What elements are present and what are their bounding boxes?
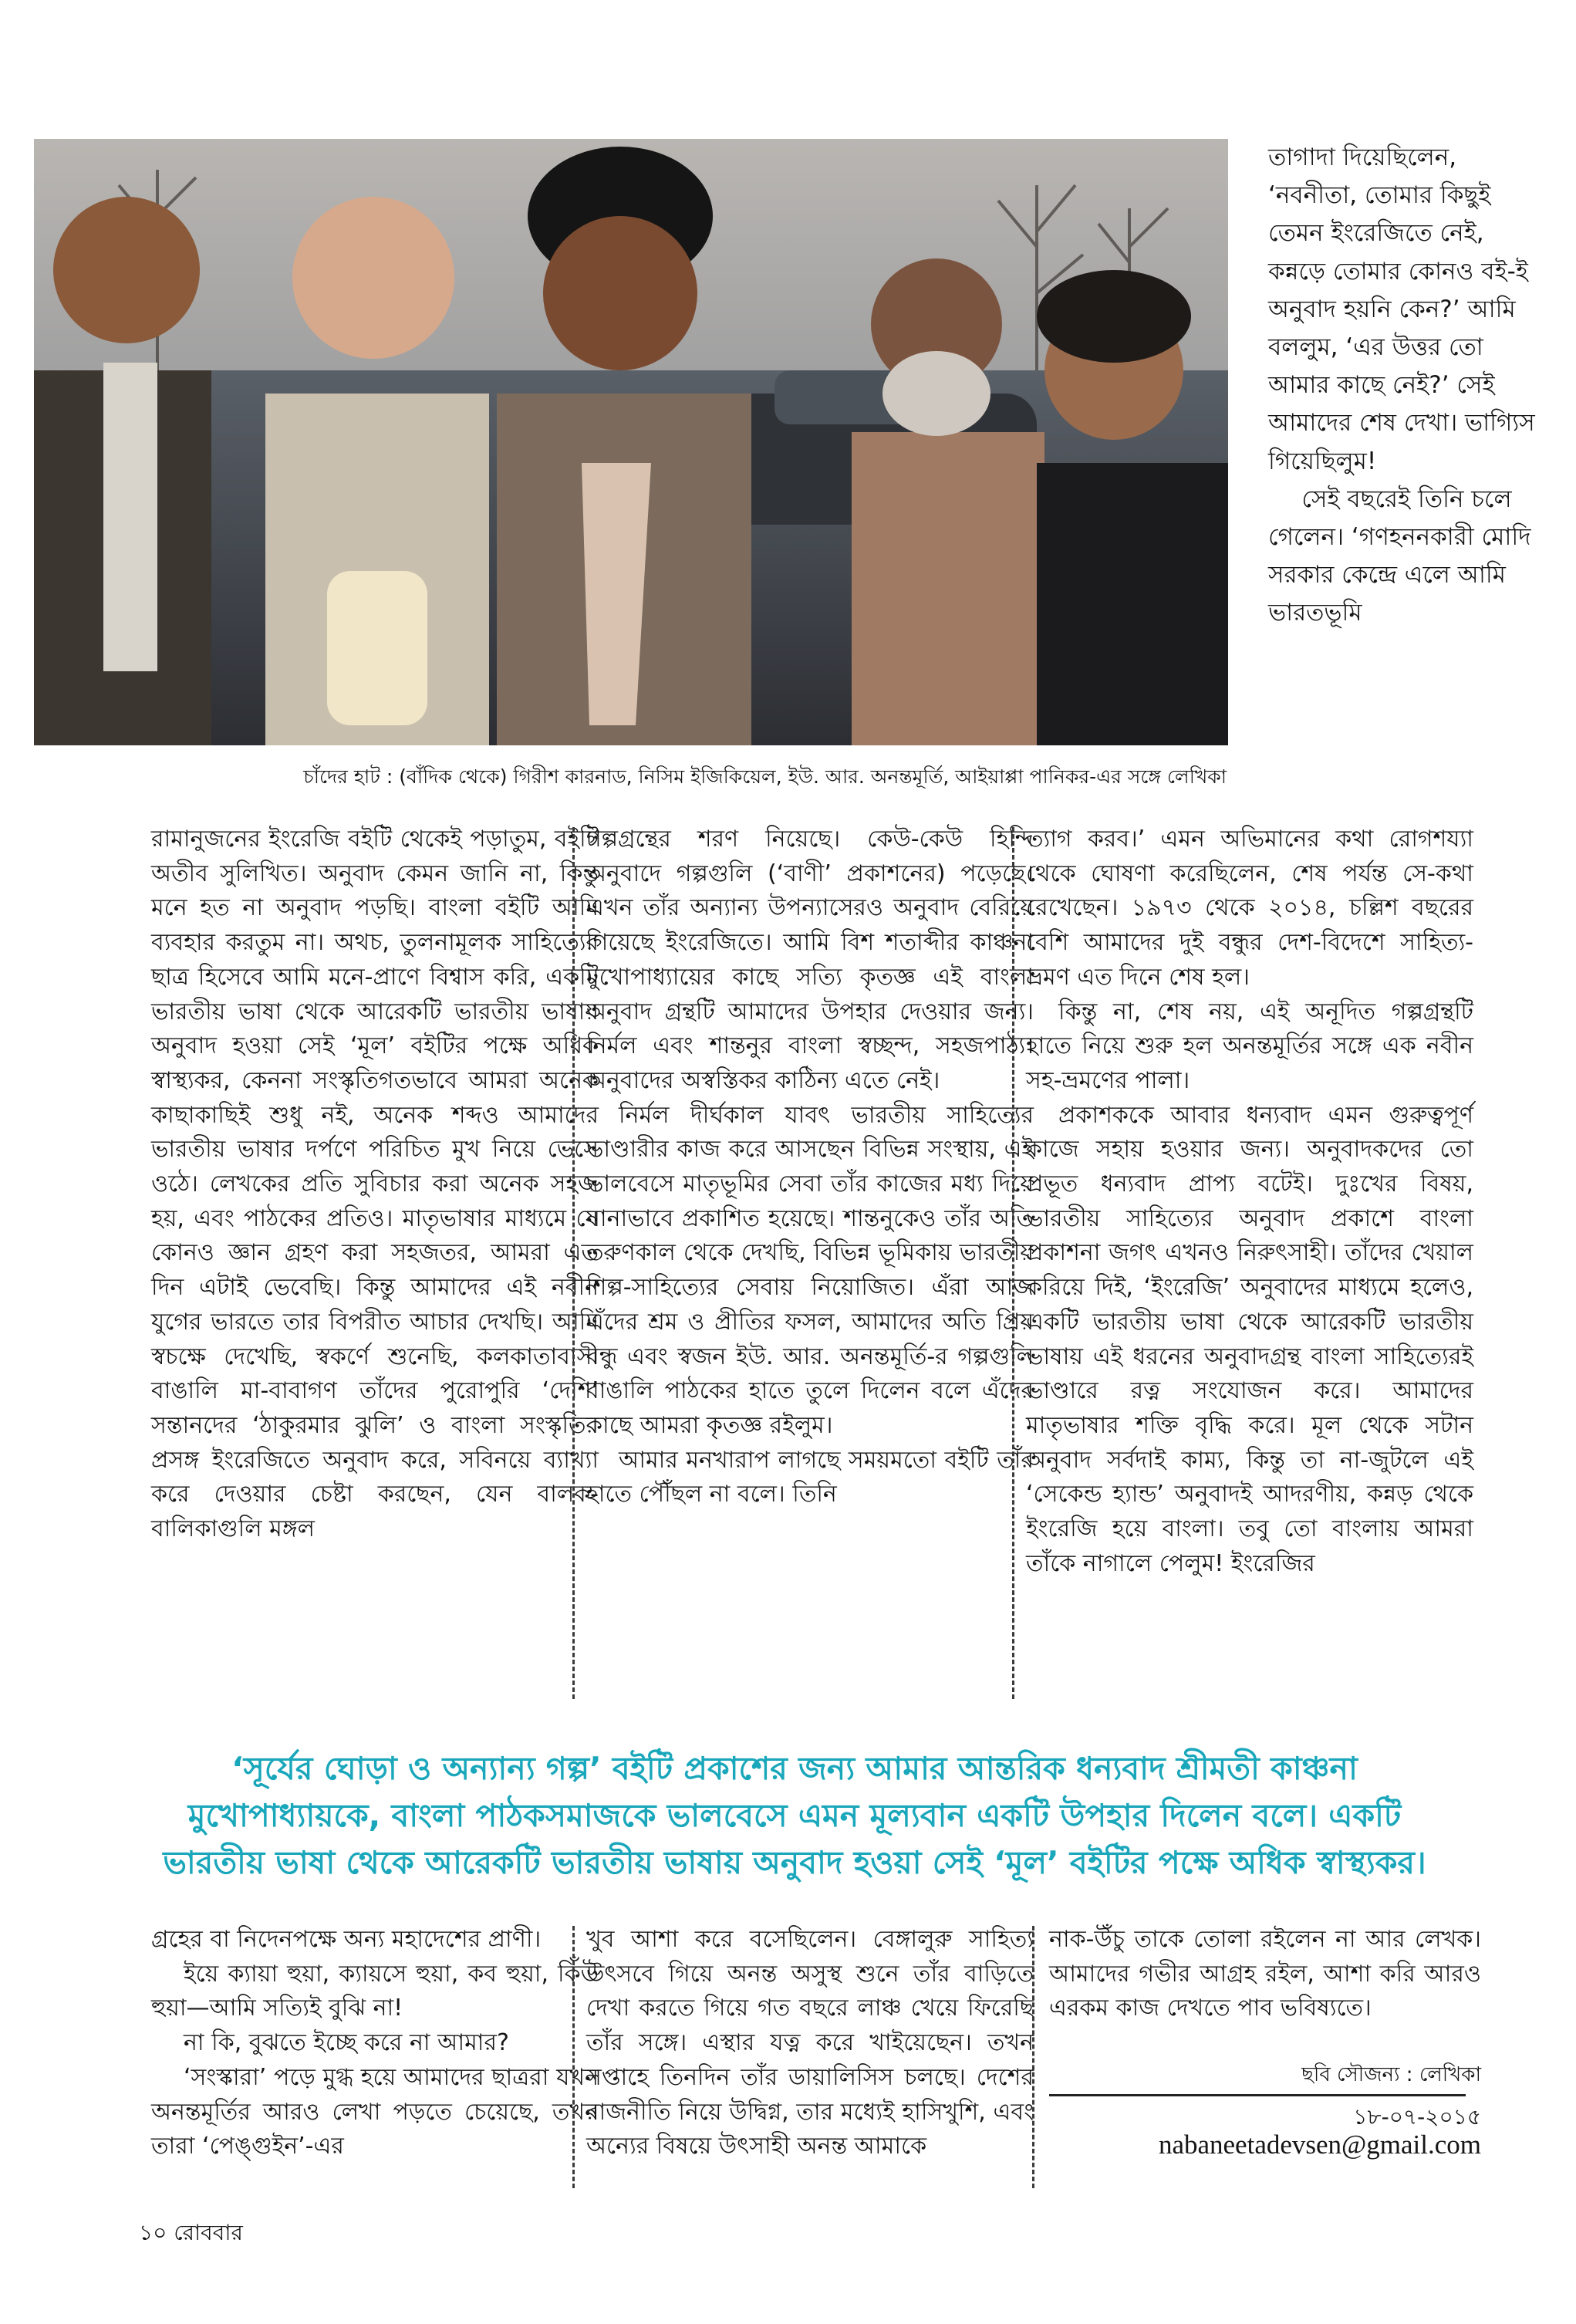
side-column <box>1268 139 1538 633</box>
bottom-column-1 <box>151 1923 599 2164</box>
body-paragraph: রামানুজনের ইংরেজি বইটি থেকেই পড়াতুম, বইটি অতীব সুলিখিত। অনুবাদ কেমন জানি না, কিন্তু মনে হত না অনুবাদ পড়ছি। বাংলা বইটি আমি ব্যবহার করতুম না। অথচ, তুলনামূলক সাহিত্যের ছাত্র হিসেবে আমি মনে-প্রাণে বিশ্বাস করি, একটি ভারতীয় ভাষা থেকে আরেকটি ভারতীয় ভাষায় অনুবাদ হওয়া সেই ‘মূল’ বইটির পক্ষে অধিক স্বাস্থ্যকর, কেননা সংস্কৃতিগতভাবে আমরা অনেক কাছাকাছিই শুধু নই, অনেক শব্দও আমাদের ভারতীয় ভাষার দর্পণে পরিচিত মুখ নিয়ে ভেসে ওঠে। লেখকের প্রতি সুবিচার করা অনেক সহজ হয়, এবং পাঠকের প্রতিও। মাতৃভাষার মাধ্যমে যে কোনও জ্ঞান গ্রহণ করা সহজতর, আমরা এত দিন এটাই ভেবেছি। কিন্তু আমাদের এই নবীন যুগের ভারতে তার বিপরীত আচার দেখছি। আমি স্বচক্ষে দেখেছি, স্বকর্ণে শুনেছি, কলকাতাবাসী বাঙালি মা-বাবাগণ তাঁদের পুরোপুরি ‘দেশি’ সন্তানদের ‘ঠাকুরমার ঝুলি’ ও বাংলা সংস্কৃতির প্রসঙ্গ ইংরেজিতে অনুবাদ করে, সবিনয়ে ব্যাখ্যা করে দেওয়ার চেষ্টা করছেন, যেন বালক-বালিকাগুলি মঙ্গল <box>151 826 599 1543</box>
article-photo <box>34 139 1228 745</box>
column-divider <box>1012 827 1014 1699</box>
body-column-2 <box>586 823 1034 1512</box>
group-photo-image <box>34 139 1228 745</box>
side-paragraph-2: সেই বছরেই তিনি চলে গেলেন। ‘গণহননকারী মোদি সরকার কেন্দ্রে এলে আমি ভারতভূমি <box>1268 485 1531 627</box>
author-email: nabaneetadevsen@gmail.com <box>1158 2130 1481 2160</box>
body-paragraph: নাক-উঁচু তাকে তোলা রইলেন না আর লেখক। আমাদের গভীর আগ্রহ রইল, আশা করি আরও এরকম কাজ দেখতে পাব ভবিষ্যতে। <box>1049 1926 1481 2022</box>
body-paragraph: নির্মল দীর্ঘকাল যাবৎ ভারতীয় সাহিত্যের ভাণ্ডারীর কাজ করে আসছেন বিভিন্ন সংস্থায়, এই ভালবেসে মাতৃভূমির সেবা তাঁর কাজের মধ্য দিয়ে নানাভাবে প্রকাশিত হয়েছে। শান্তনুকেও তাঁর অতি তরুণকাল থেকে দেখছি, বিভিন্ন ভূমিকায় ভারতীয় শিল্প-সাহিত্যের সেবায় নিয়োজিত। এঁরা আজ এঁদের শ্রম ও প্রীতির ফসল, আমাদের অতি প্রিয় বন্ধু এবং স্বজন ইউ. আর. অনন্তমূর্তি-র গল্পগুলি বাঙালি পাঠকের হাতে তুলে দিলেন বলে এঁদের কাছে আমরা কৃতজ্ঞ রইলুম। <box>586 1101 1034 1439</box>
page-footer: ১০ রোববার <box>139 2220 243 2245</box>
body-column-3 <box>1026 823 1473 1581</box>
body-paragraph: না কি, বুঝতে ইচ্ছে করে না আমার? <box>184 2029 509 2057</box>
column-divider <box>572 827 575 1699</box>
body-paragraph: ইয়ে ক্যায়া হুয়া, ক্যায়সে হুয়া, কব হুয়া, কিঁউ হুয়া—আমি সত্যিই বুঝি না! <box>151 1960 599 2022</box>
body-paragraph: খুব আশা করে বসেছিলেন। বেঙ্গালুরু সাহিত্য উৎসবে গিয়ে অনন্ত অসুস্থ শুনে তাঁর বাড়িতে দেখা করতে গিয়ে গত বছরে লাঞ্চ খেয়ে ফিরেছি তাঁর সঙ্গে। এস্থার যত্ন করে খাইয়েছেন। তখন সপ্তাহে তিনদিন তাঁর ডায়ালিসিস চলছে। দেশের রাজনীতি নিয়ে উদ্বিগ্ন, তার মধ্যেই হাসিখুশি, এবং অন্যের বিষয়ে উৎসাহী অনন্ত আমাকে <box>586 1926 1034 2160</box>
side-paragraph-1: তাগাদা দিয়েছিলেন, ‘নবনীতা, তোমার কিছুই তেমন ইংরেজিতে নেই, কন্নড়ে তোমার কোনও বই-ই অনুবাদ হয়নি কেন?’ আমি বললুম, ‘এর উত্তর তো আমার কাছে নেই?’ সেই আমাদের শেষ দেখা। ভাগ্যিস গিয়েছিলুম! <box>1268 144 1535 475</box>
bottom-column-2 <box>586 1923 1034 2164</box>
body-paragraph: কিন্তু না, শেষ নয়, এই অনূদিত গল্পগ্রন্থটি হাতে নিয়ে শুরু হল অনন্তমূর্তির সঙ্গে এক নবীন সহ-ভ্রমণের পালা। <box>1026 998 1473 1094</box>
signature-rule <box>1049 2094 1466 2096</box>
body-paragraph: প্রকাশককে আবার ধন্যবাদ এমন গুরুত্বপূর্ণ কাজে সহায় হওয়ার জন্য। অনুবাদকদের তো প্রভূত ধন্যবাদ প্রাপ্য বটেই। দুঃখের বিষয়, ভারতীয় সাহিত্যের অনুবাদ প্রকাশে বাংলা প্রকাশনা জগৎ এখনও নিরুৎসাহী। তাঁদের খেয়াল করিয়ে দিই, ‘ইংরেজি’ অনুবাদের মাধ্যমে হলেও, একটি ভারতীয় ভাষা থেকে আরেকটি ভারতীয় ভাষায় এই ধরনের অনুবাদগ্রন্থ বাংলা সাহিত্যেরই ভাণ্ডারে রত্ন সংযোজন করে। আমাদের মাতৃভাষার শক্তি বৃদ্ধি করে। মূল থেকে সটান অনুবাদ সর্বদাই কাম্য, কিন্তু তা না-জুটলে এই ‘সেকেন্ড হ্যান্ড’ অনুবাদই আদরণীয়, কন্নড় থেকে ইংরেজি হয়ে বাংলা। তবু তো বাংলায় আমরা তাঁকে নাগালে পেলুম! ইংরেজির <box>1026 1101 1473 1577</box>
pull-quote <box>139 1745 1450 1887</box>
body-paragraph: ‘সংস্কারা’ পড়ে মুগ্ধ হয়ে আমাদের ছাত্ররা যখন অনন্তমূর্তির আরও লেখা পড়তে চেয়েছে, তখন তারা ‘পেঙ্গুইন’-এর <box>151 2063 599 2160</box>
body-column-1 <box>151 823 599 1547</box>
photo-caption: চাঁদের হাট : (বাঁদিক থেকে) গিরীশ কারনাড, নিসিম ইজিকিয়েল, ইউ. আর. অনন্তমূর্তি, আইয়াপ্পা পানিকর-এর সঙ্গে লেখিকা <box>303 765 1227 788</box>
body-paragraph: গল্পগ্রন্থের শরণ নিয়েছে। কেউ-কেউ হিন্দি অনুবাদে গল্পগুলি (‘বাণী’ প্রকাশনের) পড়েছে। এখন তাঁর অন্যান্য উপন্যাসেরও অনুবাদ বেরিয়ে গিয়েছে ইংরেজিতে। আমি বিশ শতাব্দীর কাঞ্চনা মুখোপাধ্যায়ের কাছে সত্যি কৃতজ্ঞ এই বাংলা অনুবাদ গ্রন্থটি আমাদের উপহার দেওয়ার জন্য। নির্মল এবং শান্তনুর বাংলা স্বচ্ছন্দ, সহজপাঠ্য। অনুবাদের অস্বস্তিকর কাঠিন্য এতে নেই। <box>586 826 1034 1094</box>
pull-quote-text: ‘সূর্যের ঘোড়া ও অন্যান্য গল্প’ বইটি প্রকাশের জন্য আমার আন্তরিক ধন্যবাদ শ্রীমতী কাঞ্চনা মুখোপাধ্যায়কে, বাংলা পাঠকসমাজকে ভালবেসে এমন মূল্যবান একটি উপহার দিলেন বলে। একটি ভারতীয় ভাষা থেকে আরেকটি ভারতীয় ভাষায় অনুবাদ হওয়া সেই ‘মূল’ বইটির পক্ষে অধিক স্বাস্থ্যকর। <box>163 1750 1426 1881</box>
body-paragraph: গ্রহের বা নিদেনপক্ষে অন্য মহাদেশের প্রাণী। <box>151 1926 542 1953</box>
article-date: ১৮-০৭-২০১৫ <box>1353 2104 1481 2130</box>
column-divider <box>572 1926 575 2188</box>
body-paragraph: আমার মনখারাপ লাগছে সময়মতো বইটি তাঁর হাতে পৌঁছল না বলে। তিনি <box>586 1446 1034 1508</box>
photo-credit: ছবি সৌজন্য : লেখিকা <box>1301 2063 1481 2086</box>
bottom-column-3 <box>1049 1923 1481 2026</box>
body-paragraph: ত্যাগ করব।’ এমন অভিমানের কথা রোগশয্যা থেকে ঘোষণা করেছিলেন, শেষ পর্যন্ত সে-কথা রেখেছেন। ১৯৭৩ থেকে ২০১৪, চল্লিশ বছরের বেশি আমাদের দুই বন্ধুর দেশ-বিদেশে সাহিত্য-ভ্রমণ এত দিনে শেষ হল। <box>1026 826 1473 991</box>
column-divider <box>1032 1926 1034 2188</box>
